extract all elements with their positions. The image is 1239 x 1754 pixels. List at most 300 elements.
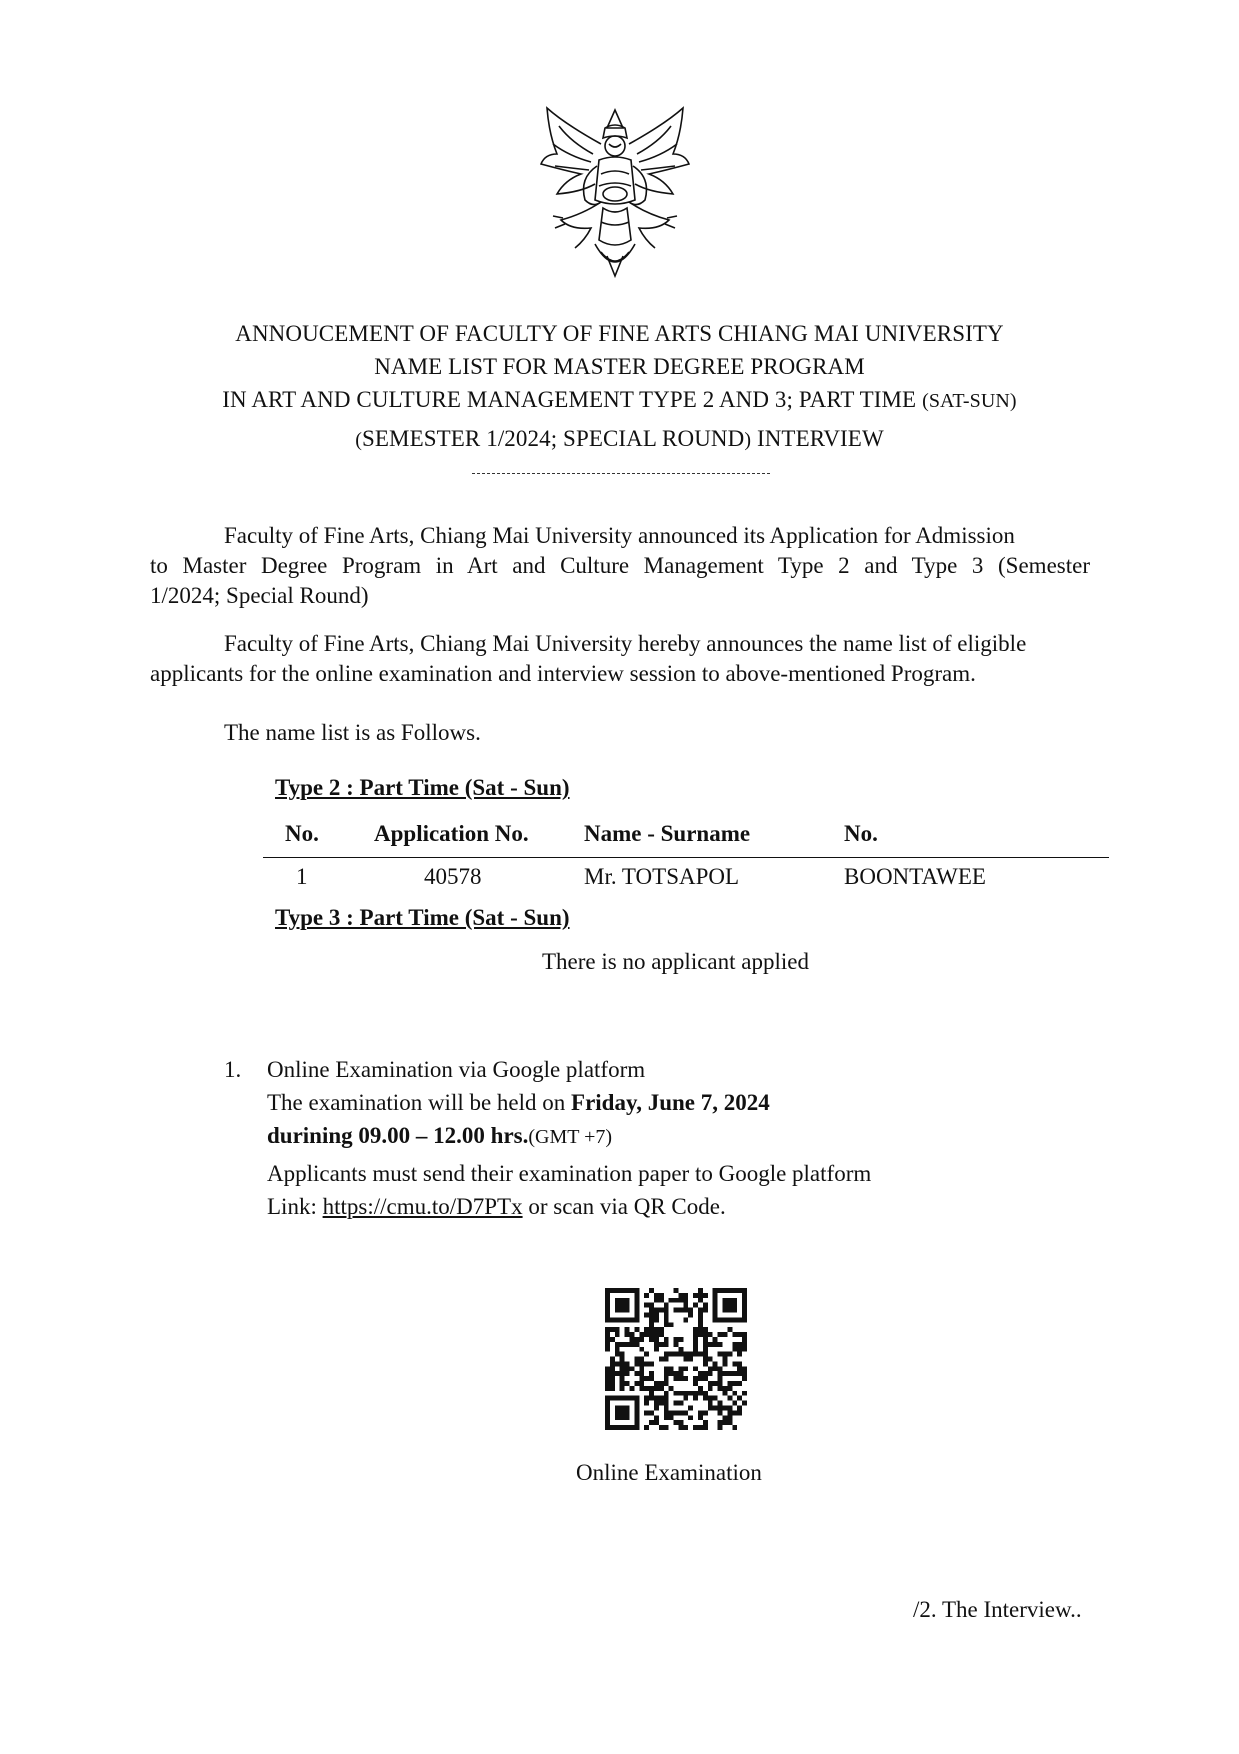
qr-module	[634, 1357, 639, 1362]
qr-module	[659, 1308, 664, 1313]
qr-module	[688, 1308, 693, 1313]
qr-module	[708, 1401, 713, 1406]
qr-module	[678, 1366, 683, 1371]
qr-module	[610, 1371, 615, 1376]
exam-time: durining 09.00 – 12.00 hrs.	[267, 1123, 529, 1148]
qr-module	[737, 1288, 742, 1293]
qr-module	[703, 1410, 708, 1415]
qr-module	[703, 1357, 708, 1362]
exam-date-line	[267, 1090, 770, 1116]
qr-module	[654, 1298, 659, 1303]
qr-module	[703, 1332, 708, 1337]
qr-module	[693, 1391, 698, 1396]
qr-module	[742, 1401, 747, 1406]
qr-module	[659, 1327, 664, 1332]
qr-module	[659, 1293, 664, 1298]
qr-module	[693, 1347, 698, 1352]
qr-module	[723, 1357, 728, 1362]
qr-module	[664, 1342, 669, 1347]
qr-module	[654, 1312, 659, 1317]
qr-module	[649, 1327, 654, 1332]
qr-module	[737, 1352, 742, 1357]
qr-module	[742, 1288, 747, 1293]
qr-module	[732, 1381, 737, 1386]
qr-module	[615, 1352, 620, 1357]
qr-module	[683, 1425, 688, 1430]
qr-module	[732, 1303, 737, 1308]
garuda-emblem-icon	[535, 104, 695, 280]
qr-module	[649, 1361, 654, 1366]
qr-module	[693, 1396, 698, 1401]
qr-module	[698, 1327, 703, 1332]
qr-module	[649, 1391, 654, 1396]
qr-module	[723, 1361, 728, 1366]
link-line	[267, 1194, 726, 1220]
qr-module	[654, 1337, 659, 1342]
qr-module	[639, 1337, 644, 1342]
qr-module	[723, 1371, 728, 1376]
qr-module	[737, 1347, 742, 1352]
qr-module	[727, 1415, 732, 1420]
qr-module	[674, 1401, 679, 1406]
qr-module	[678, 1347, 683, 1352]
qr-module	[737, 1366, 742, 1371]
qr-module	[674, 1337, 679, 1342]
qr-module	[674, 1352, 679, 1357]
qr-module	[615, 1327, 620, 1332]
qr-module	[713, 1396, 718, 1401]
qr-module	[727, 1420, 732, 1425]
qr-module	[664, 1391, 669, 1396]
qr-module	[664, 1317, 669, 1322]
qr-module	[625, 1327, 630, 1332]
qr-module	[688, 1352, 693, 1357]
announcement-line-1: Faculty of Fine Arts, Chiang Mai University hereby announces the name list of eligible	[224, 631, 1027, 656]
qr-module	[659, 1401, 664, 1406]
qr-module	[703, 1425, 708, 1430]
qr-module	[644, 1352, 649, 1357]
qr-module	[615, 1425, 620, 1430]
qr-module	[742, 1337, 747, 1342]
table-header-rule	[263, 857, 1109, 858]
qr-module	[634, 1371, 639, 1376]
qr-module	[629, 1317, 634, 1322]
qr-module	[698, 1332, 703, 1337]
qr-module	[610, 1381, 615, 1386]
qr-module	[703, 1396, 708, 1401]
qr-module	[659, 1332, 664, 1337]
qr-module	[727, 1396, 732, 1401]
page-continuation: /2. The Interview..	[913, 1597, 1082, 1622]
qr-module	[625, 1406, 630, 1411]
qr-module	[654, 1420, 659, 1425]
qr-module	[634, 1327, 639, 1332]
round-open-paren: (	[355, 429, 362, 451]
qr-module	[664, 1396, 669, 1401]
qr-module	[742, 1366, 747, 1371]
qr-module	[625, 1342, 630, 1347]
qr-module	[605, 1371, 610, 1376]
qr-module	[742, 1298, 747, 1303]
qr-module	[659, 1425, 664, 1430]
qr-module	[664, 1322, 669, 1327]
qr-module	[654, 1293, 659, 1298]
qr-module	[659, 1386, 664, 1391]
qr-module	[737, 1406, 742, 1411]
qr-module	[654, 1381, 659, 1386]
qr-module	[737, 1361, 742, 1366]
qr-module	[708, 1342, 713, 1347]
qr-module	[737, 1410, 742, 1415]
qr-module	[610, 1376, 615, 1381]
qr-module	[644, 1332, 649, 1337]
qr-module	[605, 1366, 610, 1371]
qr-module	[727, 1410, 732, 1415]
qr-module	[708, 1332, 713, 1337]
qr-module	[654, 1308, 659, 1313]
qr-module	[732, 1391, 737, 1396]
qr-module	[727, 1406, 732, 1411]
qr-module	[610, 1327, 615, 1332]
qr-module	[625, 1303, 630, 1308]
qr-module	[703, 1361, 708, 1366]
qr-module	[683, 1298, 688, 1303]
announcement-line-2: applicants for the online examination and interview session to above-mentioned Program.	[150, 661, 976, 686]
intro-line-2: to Master Degree Program in Art and Culture Management Type 2 and Type 3 (Semester	[150, 553, 1090, 578]
qr-module	[654, 1415, 659, 1420]
qr-module	[693, 1332, 698, 1337]
qr-module	[732, 1371, 737, 1376]
qr-module	[669, 1352, 674, 1357]
qr-module	[615, 1332, 620, 1337]
qr-module	[625, 1361, 630, 1366]
qr-module	[737, 1317, 742, 1322]
qr-module	[605, 1342, 610, 1347]
column-application-no: Application No.	[374, 821, 529, 846]
qr-module	[683, 1376, 688, 1381]
qr-module	[649, 1396, 654, 1401]
qr-module	[732, 1401, 737, 1406]
qr-module	[718, 1420, 723, 1425]
qr-module	[639, 1376, 644, 1381]
table-row	[0, 864, 1239, 894]
qr-module	[727, 1288, 732, 1293]
qr-module	[713, 1406, 718, 1411]
qr-module	[664, 1366, 669, 1371]
qr-module	[688, 1406, 693, 1411]
qr-module	[615, 1396, 620, 1401]
qr-module	[615, 1347, 620, 1352]
qr-module	[683, 1303, 688, 1308]
qr-caption: Online Examination	[576, 1460, 762, 1485]
qr-module	[683, 1366, 688, 1371]
qr-module	[629, 1288, 634, 1293]
qr-module	[718, 1366, 723, 1371]
round-line-main: SEMESTER 1/2024; SPECIAL ROUND	[362, 426, 745, 451]
qr-module	[620, 1410, 625, 1415]
qr-module	[615, 1415, 620, 1420]
qr-module	[718, 1342, 723, 1347]
qr-module	[727, 1386, 732, 1391]
qr-module	[664, 1303, 669, 1308]
qr-module	[737, 1396, 742, 1401]
qr-module	[718, 1386, 723, 1391]
qr-module	[659, 1396, 664, 1401]
qr-module	[644, 1303, 649, 1308]
qr-module	[718, 1425, 723, 1430]
qr-module	[703, 1347, 708, 1352]
qr-module	[625, 1288, 630, 1293]
qr-module	[732, 1410, 737, 1415]
qr-module	[634, 1425, 639, 1430]
qr-module	[639, 1366, 644, 1371]
qr-module	[693, 1342, 698, 1347]
qr-module	[718, 1352, 723, 1357]
qr-module	[713, 1342, 718, 1347]
qr-module	[605, 1308, 610, 1313]
qr-module	[605, 1327, 610, 1332]
qr-module	[664, 1337, 669, 1342]
qr-module	[625, 1298, 630, 1303]
intro-line-1: Faculty of Fine Arts, Chiang Mai University announced its Application for Admission	[224, 523, 1015, 548]
list-intro: The name list is as Follows.	[224, 720, 481, 745]
qr-module	[683, 1396, 688, 1401]
qr-module	[664, 1410, 669, 1415]
qr-module	[620, 1303, 625, 1308]
qr-module	[669, 1415, 674, 1420]
qr-module	[674, 1391, 679, 1396]
qr-module	[683, 1352, 688, 1357]
qr-module	[615, 1406, 620, 1411]
qr-module	[688, 1312, 693, 1317]
row-application-no: 40578	[424, 864, 482, 889]
qr-module	[708, 1357, 713, 1362]
qr-module	[629, 1366, 634, 1371]
qr-module	[723, 1406, 728, 1411]
qr-module	[629, 1342, 634, 1347]
qr-module	[620, 1406, 625, 1411]
qr-module	[620, 1396, 625, 1401]
qr-module	[708, 1381, 713, 1386]
intro-line-3: 1/2024; Special Round)	[150, 583, 369, 608]
qr-module	[703, 1342, 708, 1347]
qr-module	[634, 1410, 639, 1415]
qr-module	[698, 1293, 703, 1298]
submission-instruction: Applicants must send their examination paper to Google platform	[267, 1161, 872, 1186]
qr-module	[718, 1401, 723, 1406]
qr-module	[615, 1303, 620, 1308]
qr-module	[634, 1288, 639, 1293]
announcement-program-line	[0, 387, 1239, 413]
qr-module	[605, 1381, 610, 1386]
qr-module	[625, 1332, 630, 1337]
qr-module	[708, 1371, 713, 1376]
qr-module	[678, 1391, 683, 1396]
no-applicant-message: There is no applicant applied	[542, 949, 809, 974]
qr-module	[693, 1425, 698, 1430]
qr-module	[654, 1327, 659, 1332]
qr-module	[644, 1401, 649, 1406]
qr-module	[723, 1386, 728, 1391]
qr-module	[649, 1410, 654, 1415]
qr-module	[625, 1410, 630, 1415]
qr-module	[698, 1425, 703, 1430]
qr-module	[605, 1425, 610, 1430]
qr-module	[688, 1391, 693, 1396]
qr-module	[727, 1371, 732, 1376]
qr-module	[678, 1420, 683, 1425]
announcement-subtitle: NAME LIST FOR MASTER DEGREE PROGRAM	[374, 354, 865, 379]
qr-module	[703, 1376, 708, 1381]
qr-module	[703, 1371, 708, 1376]
qr-module	[698, 1288, 703, 1293]
qr-module	[654, 1332, 659, 1337]
qr-module	[644, 1410, 649, 1415]
round-line-tail: INTERVIEW	[756, 426, 884, 451]
qr-module	[625, 1425, 630, 1430]
qr-module	[737, 1371, 742, 1376]
qr-module	[718, 1406, 723, 1411]
qr-module	[654, 1396, 659, 1401]
intro-paragraph	[150, 521, 1090, 611]
qr-module	[732, 1317, 737, 1322]
qr-module	[713, 1293, 718, 1298]
qr-module	[649, 1317, 654, 1322]
qr-module	[664, 1376, 669, 1381]
qr-module	[742, 1371, 747, 1376]
qr-module	[698, 1352, 703, 1357]
qr-module	[664, 1371, 669, 1376]
qr-module	[703, 1308, 708, 1313]
qr-module	[683, 1293, 688, 1298]
qr-module	[605, 1298, 610, 1303]
qr-module	[713, 1366, 718, 1371]
qr-module	[649, 1337, 654, 1342]
qr-module	[644, 1312, 649, 1317]
qr-module	[693, 1381, 698, 1386]
qr-module	[674, 1410, 679, 1415]
qr-module	[605, 1415, 610, 1420]
link-prefix: Link:	[267, 1194, 323, 1219]
qr-module	[718, 1332, 723, 1337]
qr-module	[605, 1332, 610, 1337]
qr-module	[732, 1308, 737, 1313]
qr-module	[639, 1386, 644, 1391]
qr-module	[703, 1420, 708, 1425]
qr-module	[649, 1322, 654, 1327]
qr-module	[610, 1425, 615, 1430]
qr-module	[625, 1371, 630, 1376]
qr-module	[693, 1352, 698, 1357]
qr-module	[708, 1386, 713, 1391]
qr-module	[629, 1332, 634, 1337]
qr-module	[674, 1371, 679, 1376]
qr-module	[634, 1406, 639, 1411]
qr-module	[625, 1396, 630, 1401]
qr-module	[610, 1386, 615, 1391]
qr-module	[723, 1303, 728, 1308]
qr-module	[610, 1288, 615, 1293]
qr-module	[654, 1406, 659, 1411]
column-no: No.	[285, 821, 319, 846]
qr-module	[649, 1376, 654, 1381]
qr-module	[639, 1332, 644, 1337]
qr-module	[659, 1381, 664, 1386]
qr-module	[713, 1298, 718, 1303]
qr-module	[678, 1293, 683, 1298]
qr-module	[683, 1308, 688, 1313]
exam-link[interactable]: https://cmu.to/D7PTx	[322, 1194, 523, 1219]
qr-module	[634, 1396, 639, 1401]
qr-module	[605, 1288, 610, 1293]
qr-module	[698, 1386, 703, 1391]
qr-module	[615, 1371, 620, 1376]
qr-module	[683, 1410, 688, 1415]
qr-module	[742, 1308, 747, 1313]
qr-module	[688, 1415, 693, 1420]
qr-module	[620, 1381, 625, 1386]
type3-heading: Type 3 : Part Time (Sat - Sun)	[275, 905, 570, 930]
qr-module	[654, 1347, 659, 1352]
qr-module	[737, 1332, 742, 1337]
row-name: Mr. TOTSAPOL	[584, 864, 740, 889]
exam-date: Friday, June 7, 2024	[571, 1090, 770, 1115]
qr-module	[664, 1312, 669, 1317]
qr-module	[678, 1352, 683, 1357]
qr-module	[620, 1308, 625, 1313]
qr-module	[742, 1317, 747, 1322]
qr-module	[634, 1303, 639, 1308]
qr-module	[634, 1415, 639, 1420]
qr-module	[678, 1410, 683, 1415]
qr-module	[664, 1352, 669, 1357]
qr-module	[620, 1342, 625, 1347]
program-line-tail: (SAT-SUN)	[922, 390, 1017, 412]
type2-heading: Type 2 : Part Time (Sat - Sun)	[275, 775, 570, 800]
announcement-round-line	[0, 426, 1239, 452]
exam-date-prefix: The examination will be held on	[267, 1090, 566, 1115]
qr-module	[634, 1361, 639, 1366]
qr-module	[688, 1357, 693, 1362]
qr-module	[639, 1361, 644, 1366]
qr-module	[605, 1396, 610, 1401]
qr-module	[629, 1337, 634, 1342]
qr-module	[713, 1381, 718, 1386]
qr-module	[620, 1386, 625, 1391]
qr-module	[723, 1415, 728, 1420]
qr-module	[610, 1357, 615, 1362]
qr-module	[639, 1347, 644, 1352]
qr-module	[605, 1293, 610, 1298]
qr-module	[703, 1303, 708, 1308]
qr-module	[620, 1371, 625, 1376]
qr-module	[742, 1347, 747, 1352]
qr-module	[605, 1420, 610, 1425]
qr-module	[723, 1420, 728, 1425]
qr-module	[629, 1396, 634, 1401]
qr-module	[713, 1303, 718, 1308]
qr-module	[727, 1303, 732, 1308]
exam-time-line	[267, 1123, 612, 1149]
qr-module	[742, 1342, 747, 1347]
qr-module	[634, 1381, 639, 1386]
item-title: Online Examination via Google platform	[267, 1057, 646, 1082]
qr-module	[703, 1391, 708, 1396]
qr-module	[649, 1308, 654, 1313]
qr-module	[615, 1410, 620, 1415]
qr-module	[625, 1415, 630, 1420]
qr-module	[723, 1391, 728, 1396]
